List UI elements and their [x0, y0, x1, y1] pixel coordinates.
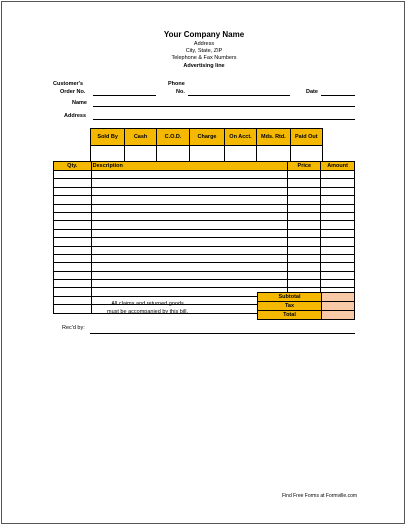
price-cell[interactable]: [288, 229, 321, 237]
price-cell[interactable]: [288, 179, 321, 187]
qty-cell[interactable]: [54, 288, 92, 296]
description-cell[interactable]: [91, 229, 288, 237]
name-label: Name: [72, 100, 87, 106]
phone-no-line[interactable]: [188, 95, 290, 96]
amount-cell[interactable]: [321, 187, 355, 195]
qty-cell[interactable]: [54, 238, 92, 246]
qty-cell[interactable]: [54, 179, 92, 187]
price-cell[interactable]: [288, 221, 321, 229]
price-cell[interactable]: [288, 212, 321, 220]
description-cell[interactable]: [91, 246, 288, 254]
tax-value[interactable]: [322, 302, 355, 311]
cod-header: C.O.D.: [156, 129, 190, 146]
description-cell[interactable]: [91, 212, 288, 220]
on-acct-header: On Acct.: [224, 129, 256, 146]
qty-cell[interactable]: [54, 229, 92, 237]
amount-cell[interactable]: [321, 179, 355, 187]
amount-cell[interactable]: [321, 196, 355, 204]
received-by-line[interactable]: [90, 333, 355, 334]
amount-cell[interactable]: [321, 212, 355, 220]
item-row: [54, 187, 355, 195]
qty-cell[interactable]: [54, 171, 92, 179]
totals-table: [257, 292, 355, 320]
description-cell[interactable]: [91, 171, 288, 179]
price-cell[interactable]: [288, 187, 321, 195]
item-row: [54, 171, 355, 179]
charge-cell[interactable]: [190, 146, 225, 163]
amount-cell[interactable]: [321, 280, 355, 288]
received-by-label: Rec'd by:: [62, 325, 85, 331]
price-cell[interactable]: [288, 196, 321, 204]
price-cell[interactable]: [288, 204, 321, 212]
item-row: [54, 204, 355, 212]
total-label: Total: [258, 311, 322, 320]
sold-by-entry-row: [91, 146, 323, 163]
charge-header: Charge: [190, 129, 225, 146]
claims-note: [80, 300, 215, 316]
address-label: Address: [64, 113, 87, 119]
sold-by-header: Sold By: [91, 129, 125, 146]
company-city-state-zip: City, State, ZIP: [185, 48, 223, 54]
qty-cell[interactable]: [54, 263, 92, 271]
company-name: Your Company Name: [163, 30, 245, 39]
on-acct-cell[interactable]: [224, 146, 256, 163]
amount-cell[interactable]: [321, 238, 355, 246]
item-row: [54, 221, 355, 229]
amount-cell[interactable]: [321, 171, 355, 179]
order-no-label: Order No.: [60, 89, 86, 95]
item-row: [54, 254, 355, 262]
description-cell[interactable]: [91, 238, 288, 246]
date-line[interactable]: [321, 95, 355, 96]
subtotal-label: Subtotal: [258, 293, 322, 302]
description-cell[interactable]: [91, 179, 288, 187]
subtotal-row: [258, 293, 355, 302]
phone-no-label: No.: [176, 89, 185, 95]
amount-cell[interactable]: [321, 271, 355, 279]
customer-order-label: Customer's: [53, 81, 84, 87]
cash-cell[interactable]: [125, 146, 156, 163]
paid-out-header: Paid Out: [290, 129, 322, 146]
qty-cell[interactable]: [54, 254, 92, 262]
item-row: [54, 271, 355, 279]
price-cell[interactable]: [288, 246, 321, 254]
description-cell[interactable]: [91, 271, 288, 279]
item-row: [54, 179, 355, 187]
qty-cell[interactable]: [54, 221, 92, 229]
price-header: Price: [288, 162, 321, 171]
items-header-row: [54, 162, 355, 171]
qty-cell[interactable]: [54, 196, 92, 204]
tax-label: Tax: [258, 302, 322, 311]
cod-cell[interactable]: [156, 146, 190, 163]
total-value[interactable]: [322, 311, 355, 320]
description-cell[interactable]: [91, 196, 288, 204]
address-line[interactable]: [93, 119, 355, 120]
paid-out-cell[interactable]: [290, 146, 322, 163]
description-cell[interactable]: [91, 263, 288, 271]
mds-rtd-cell[interactable]: [257, 146, 290, 163]
items-table: [53, 161, 355, 314]
price-cell[interactable]: [288, 280, 321, 288]
claims-note-line-1: All claims and returned goods: [111, 301, 184, 307]
amount-cell[interactable]: [321, 229, 355, 237]
order-no-line[interactable]: [93, 95, 156, 96]
qty-cell[interactable]: [54, 204, 92, 212]
sold-by-header-row: [91, 129, 323, 146]
qty-cell[interactable]: [54, 212, 92, 220]
price-cell[interactable]: [288, 238, 321, 246]
item-row: [54, 238, 355, 246]
price-cell[interactable]: [288, 263, 321, 271]
footer-text: Find Free Forms at Formville.com: [282, 493, 358, 499]
name-line[interactable]: [93, 106, 355, 107]
item-row: [54, 229, 355, 237]
date-label: Date: [306, 89, 318, 95]
item-row: [54, 280, 355, 288]
description-cell[interactable]: [91, 221, 288, 229]
item-row: [54, 246, 355, 254]
sold-by-table: [90, 128, 323, 163]
price-cell[interactable]: [288, 171, 321, 179]
item-row: [54, 212, 355, 220]
description-cell[interactable]: [91, 280, 288, 288]
price-cell[interactable]: [288, 271, 321, 279]
tax-row: [258, 302, 355, 311]
amount-cell[interactable]: [321, 246, 355, 254]
sold-by-cell[interactable]: [91, 146, 125, 163]
amount-cell[interactable]: [321, 263, 355, 271]
qty-cell[interactable]: [54, 280, 92, 288]
description-cell[interactable]: [91, 204, 288, 212]
mds-rtd-header: Mds. Rtd.: [257, 129, 290, 146]
qty-cell[interactable]: [54, 187, 92, 195]
qty-cell[interactable]: [54, 246, 92, 254]
amount-cell[interactable]: [321, 254, 355, 262]
description-cell[interactable]: [91, 187, 288, 195]
total-row: [258, 311, 355, 320]
qty-header: Qty.: [54, 162, 92, 171]
item-row: [54, 196, 355, 204]
amount-header: Amount: [321, 162, 355, 171]
description-header: Description: [91, 162, 288, 171]
amount-cell[interactable]: [321, 221, 355, 229]
amount-cell[interactable]: [321, 204, 355, 212]
company-phone-fax: Telephone & Fax Numbers: [171, 55, 237, 61]
cash-header: Cash: [125, 129, 156, 146]
description-cell[interactable]: [91, 254, 288, 262]
company-address: Address: [193, 41, 215, 47]
item-row: [54, 263, 355, 271]
price-cell[interactable]: [288, 254, 321, 262]
claims-note-line-2: must be accompanied by this bill.: [106, 309, 188, 315]
phone-label: Phone: [168, 81, 185, 87]
qty-cell[interactable]: [54, 271, 92, 279]
advertising-line: Advertising line: [183, 63, 225, 69]
subtotal-value[interactable]: [322, 293, 355, 302]
